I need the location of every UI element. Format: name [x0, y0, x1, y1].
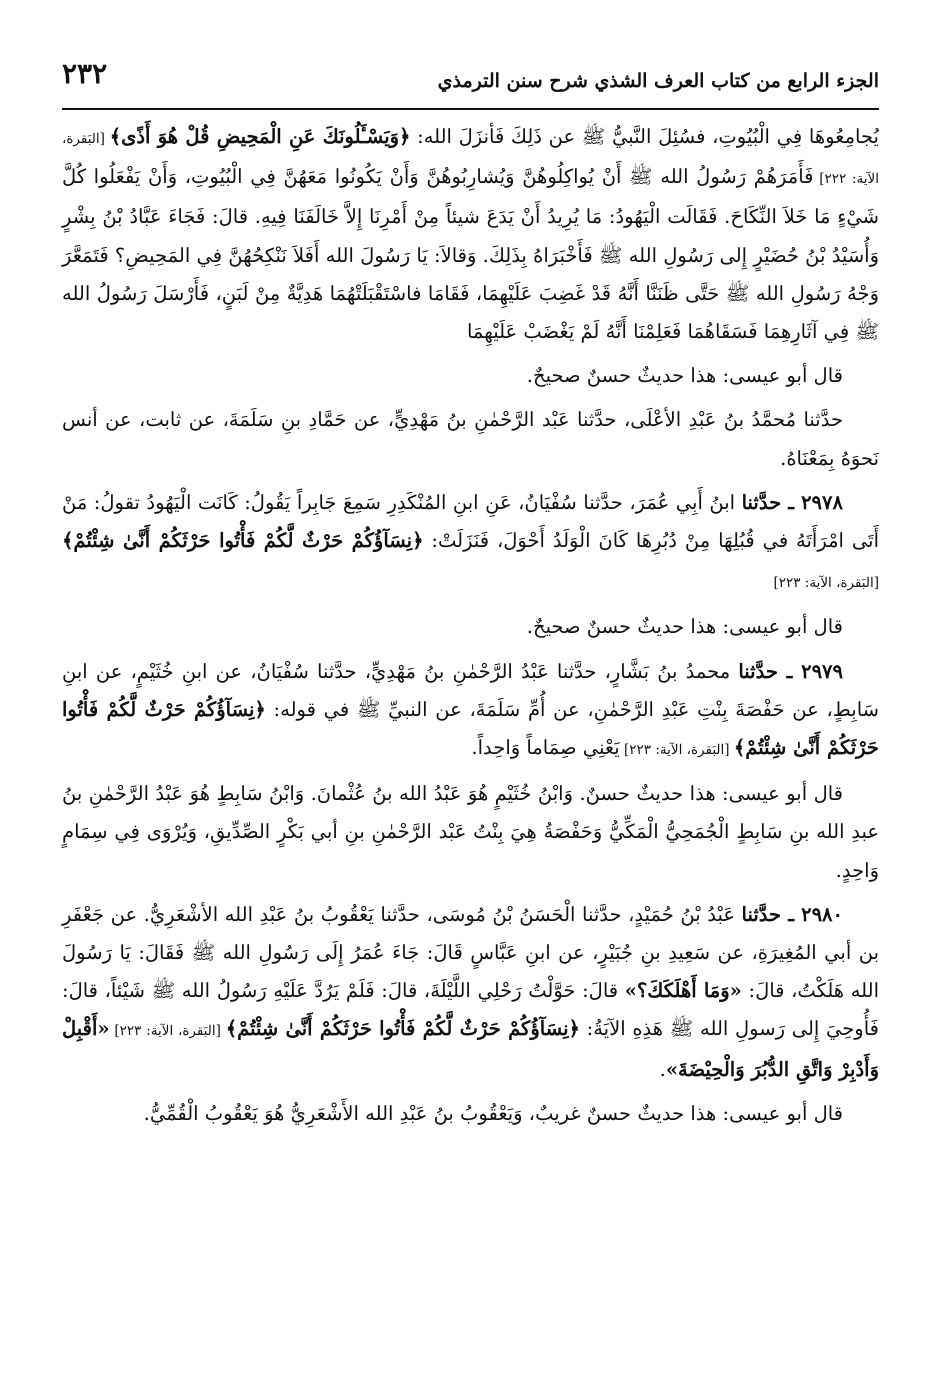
haddathana-word: حدَّثنا — [741, 902, 782, 926]
quran-verse: ﴿نِسَآؤُكُمْ حَرْثٌ لَّكُمْ فَأْتُوا حَرْثَكُمْ أَنَّىٰ شِئْتُمْ﴾ — [62, 697, 879, 760]
text-segment: يُجامِعُوهَا فِي الْبُيُوتِ، فسُئِلَ النَّبيُّ ﷺ عن ذَلِكَ فَأنزَلَ الله: — [410, 125, 879, 148]
text-segment: . — [659, 1057, 666, 1081]
paragraph-grading-commentary: قال أبو عيسى: هذا حديثٌ حسنٌ. وَابْنُ خُثَيْمٍ هُوَ عَبْدُ الله بنُ عُثْمانَ. وَابْنُ سَابِطٍ هُوَ عَبْدُ الرَّحْمٰنِ بنُ عبدِ الله بنِ سَابِطٍ الْجُمَحِيُّ الْمَكِّيُّ وَحَفْصَةُ هِيَ بِنْتُ عَبْد الرَّحْمٰنِ بنِ أبي بَكْرٍ الصِّدِّيقِ، وَيُرْوَى فِي سِمَامٍ وَاحِدٍ. — [62, 782, 879, 882]
hadith-2979 — [62, 653, 879, 770]
prophet-quote: «وَمَا أَهْلَكَكَ؟» — [624, 979, 742, 1003]
page-header — [62, 57, 879, 110]
hadith-number: ٢٩٨٠ ـ — [781, 902, 843, 926]
paragraph-grading-commentary: قال أبو عيسى: هذا حديثٌ حسنٌ غريبٌ، وَيَعْقُوبُ بنُ عَبْدِ الله الأَشْعَرِيُّ هُوَ يَعْقُوبُ الْقُمِّيُّ. — [143, 1101, 843, 1125]
quran-verse: ﴿وَيَسْـَٔلُونَكَ عَنِ الْمَحِيضِ قُلْ هُوَ أَذًى﴾ — [109, 125, 411, 148]
verse-reference: [البَقرة، الآية: ٢٢٣] — [619, 742, 734, 759]
paragraph-chain: حدَّثنا مُحمَّدُ بنُ عَبْدِ الأعْلَى، حدَّثنا عَبْد الرَّحْمٰنِ بنُ مَهْدِيٍّ، عن حَمَّادِ بنِ سَلَمَةَ، عن ثابت، عن أنس نَحوَهُ بِمَعْنَاهُ. — [62, 408, 879, 470]
hadith-2978 — [62, 484, 879, 603]
running-title: الجزء الرابع من كتاب العرف الشذي شرح سنن الترمذي — [437, 70, 879, 92]
paragraph-grading: قال أبو عيسى: هذا حديثٌ حسنٌ صحيحٌ. — [526, 615, 843, 639]
text-segment: عَبْدُ بْنُ حُمَيْدٍ، حدَّثنا الْحَسَنُ بْنُ مُوسَى، حدَّثنا يَعْقُوبُ بنُ عَبْدِ الله الأشْعَرِيُّ. عن جَعْفَرِ بن أبي المُغِيرَةِ، عن سَعِيدِ بنِ جُبَيْرٍ، عن ابنِ عَبَّاسٍ قَالَ: جَاءَ عُمَرُ إِلَى رَسُولِ الله ﷺ فَقَالَ: يَا رَسُولَ الله هَلَكْتُ، قالَ: — [62, 902, 879, 1003]
hadith-number: ٢٩٧٩ ـ — [777, 659, 844, 683]
paragraph-grading: قال أبو عيسى: هذا حديثٌ حسنٌ صحيحٌ. — [526, 364, 843, 388]
page-content — [62, 118, 879, 1133]
text-segment: قالَ: حَوَّلْتُ رَحْلِي اللَّيْلَةَ، قالَ: فَلَمْ يَرُدَّ عَلَيْهِ رَسُولُ الله ﷺ شَيْئاً، قالَ: فَأُوحِيَ إِلى رَسولِ الله ﷺ هَذِهِ الآيَةُ: — [62, 979, 879, 1041]
text-segment: محمدُ بنُ بَشَّارٍ، حدَّثنا عَبْدُ الرَّحْمٰنِ بنُ مَهْدِيٍّ، حدَّثنا سُفْيَانُ، عن ابنِ خُثَيْمٍ، عن ابنِ سَابِطٍ، عن حَفْصَةَ بِنْتِ عَبْدِ الرَّحْمٰنِ، عن أُمِّ سَلَمَةَ، عن النبيِّ ﷺ في قوله: — [62, 659, 879, 721]
text-segment: يَعْنِي صِمَاماً وَاحِداً. — [471, 736, 620, 760]
verse-reference: [البَقرة، الآية: ٢٢٣] — [773, 575, 879, 592]
haddathana-word: حدَّثنا — [738, 659, 778, 683]
haddathana-word: حدَّثنا — [741, 490, 782, 514]
text-segment: فَأَمَرَهُمْ رَسُولُ الله ﷺ أَنْ يُواكِلُوهُنَّ وَيُشارِبُوهُنَّ وَأَنْ يَكُونُوا مَعَهُنَّ فِي الْبُيُوتِ، وَأَنْ يَفْعَلُوا كُلَّ شَيْءٍ مَا خَلاَ النِّكَاحَ. فَقَالَت الْيَهُودُ: مَا يُرِيدُ أَنْ يَدَعَ شيئاً مِنْ أَمْرِنَا إِلاَّ خَالَفَنَا فِيهِ. قالَ: فَجَاءَ عَبَّادُ بْنُ بِشْرٍ وَأُسَيْدُ بْنُ حُضَيْرٍ إِلى رَسُولِ الله ﷺ فَأَخْبَرَاهُ بِذَلِكَ. وَقالاَ: يَا رَسُولَ الله أَفَلاَ نَنْكِحُهُنَّ فِي المَحِيضِ؟ فَتَمَعَّرَ وَجْهُ رَسُولِ الله ﷺ حَتَّى ظَنَنَّا أَنَّهُ قَدْ غَضِبَ عَلَيْهِمَا، فَقَامَا فاسْتَقْبَلَتْهُمَا هَدِيَّةٌ مِنْ لَبَنٍ، فَأَرْسَلَ رَسُولُ الله ﷺ فِي آثَارِهِمَا فَسَقَاهُمَا فَعَلِمْنَا أَنَّهُ لَمْ يَغْضَبْ عَلَيْهِمَا — [62, 165, 879, 344]
verse-reference: [البَقرة، الآية: ٢٢٢] — [62, 131, 879, 188]
prophet-quote: «أَقْبِلْ وَأَدْبِرْ وَاتَّقِ الدُّبُرَ وَالْحِيْضَةَ» — [62, 1017, 879, 1081]
paragraph-hadith-continuation — [62, 118, 879, 351]
page-number: ٢٣٢ — [62, 57, 108, 90]
quran-verse: ﴿نِسَآؤُكُمْ حَرْثٌ لَّكُمْ فَأْتُوا حَرْثَكُمْ أَنَّىٰ شِئْتُمْ﴾ — [225, 1017, 580, 1041]
verse-reference: [البَقرة، الآية: ٢٢٣] — [109, 1023, 226, 1040]
quran-verse: ﴿نِسَآؤُكُمْ حَرْثٌ لَّكُمْ فَأْتُوا حَرْثَكُمْ أَنَّىٰ شِئْتُمْ﴾ — [62, 529, 424, 553]
hadith-number: ٢٩٧٨ ـ — [781, 490, 843, 514]
hadith-2980 — [62, 896, 879, 1089]
text-segment: ابنُ أَبِي عُمَرَ، حدَّثنا سُفْيَانُ، عَنِ ابنِ المُنْكَدِرِ سَمِعَ جَابِراً يَقُولُ: كَانَت الْيَهُودُ تقولُ: مَنْ أَتَى امْرَأَتَهُ في قُبُلِهَا مِنْ دُبُرِهَا كَانَ الْوَلَدُ أَحْوَلَ، فَنَزَلَتْ: — [62, 490, 879, 553]
